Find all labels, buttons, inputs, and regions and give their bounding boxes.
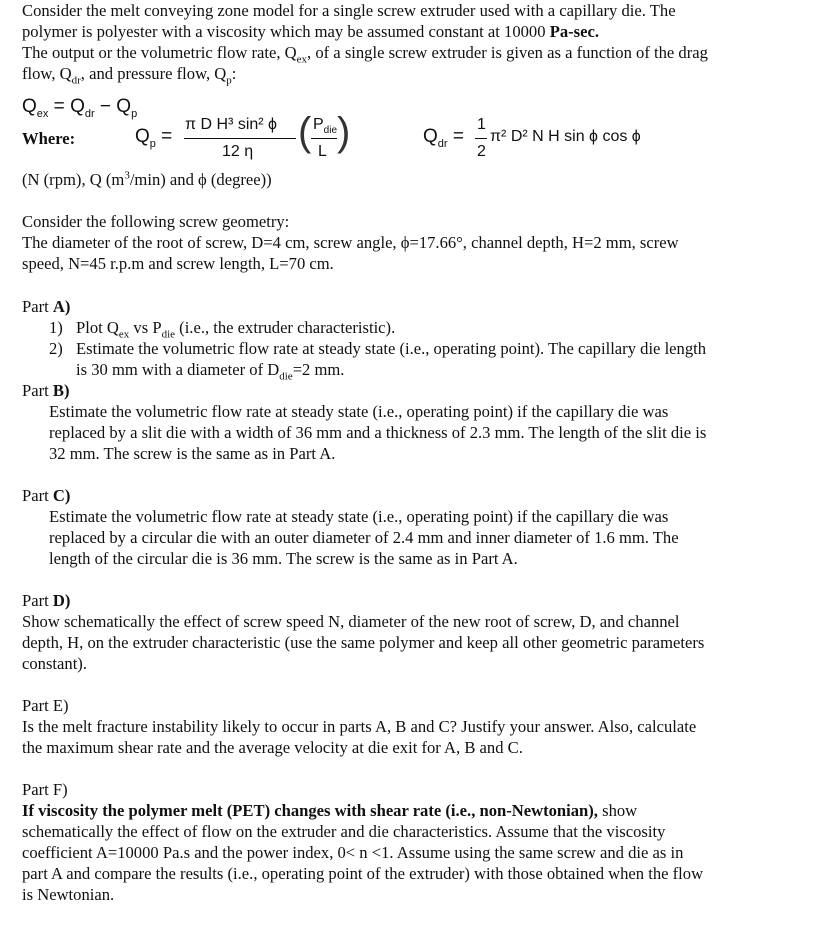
units-pre: (N (rpm), Q (m <box>22 170 125 189</box>
intro-line-3-text: The output or the volumetric flow rate, Q <box>22 43 297 62</box>
q-symbol: Q <box>116 96 132 117</box>
part-f-title: Part F) <box>22 780 68 799</box>
part-d-line-2: depth, H, on the extruder characteristic (use the same polymer and keep all other geometric parameters <box>22 633 705 652</box>
part-e <box>22 695 782 758</box>
part-f-line-4: part A and compare the results (i.e., operating point of the extruder) with those obtained when the flow <box>22 864 704 883</box>
part-c-line-3: length of the circular die is 36 mm. The screw is the same as in Part A. <box>49 549 518 568</box>
intro-line-2 <box>22 21 782 42</box>
where-label: Where: <box>22 129 76 148</box>
intro-line-4 <box>22 63 782 87</box>
part-a-title <box>22 296 782 317</box>
intro-line-4-post: : <box>231 64 237 83</box>
part-e-line-1: Is the melt fracture instability likely to occur in parts A, B and C? Justify your answer. Also, calculate <box>22 717 697 736</box>
part-d-line-1: Show schematically the effect of screw speed N, diameter of the new root of screw, D, and channel <box>22 612 680 631</box>
pdie-numerator <box>313 114 337 135</box>
part-c-title <box>22 485 782 506</box>
qdr-rhs: π² D² N H sin ϕ cos ϕ <box>490 128 641 145</box>
units-line <box>22 169 272 190</box>
qp-subscript: p <box>226 74 232 87</box>
pdie-fraction-bar <box>311 138 337 139</box>
item-1-sub-ex: ex <box>118 328 130 341</box>
part-b-line-2: replaced by a slit die with a width of 36 mm and a thickness of 2.3 mm. The length of the slit die is <box>49 423 707 442</box>
item-2-line-2-pre: is 30 mm with a diameter of D <box>76 360 280 379</box>
part-f-line-2: schematically the effect of flow on the extruder and die characteristics. Assume that the viscosity <box>22 822 666 841</box>
part-f-line-1 <box>22 800 782 821</box>
intro-line-3-post: , of a single screw extruder is given as a function of the drag <box>307 43 708 62</box>
part-c-word: Part <box>22 486 53 505</box>
intro-line-3 <box>22 42 782 66</box>
part-a-item-2 <box>22 338 782 359</box>
part-b-letter: B) <box>52 381 70 400</box>
qp-fraction-bar <box>184 138 296 139</box>
paren-right: ) <box>337 110 351 154</box>
units-sup: 3 <box>124 169 130 182</box>
item-1-post: (i.e., the extruder characteristic). <box>175 318 396 337</box>
part-b <box>22 380 782 464</box>
qp-lhs: $Q_p$ = <box>135 126 173 150</box>
item-1-mid: vs P <box>129 318 162 337</box>
item-1-text <box>76 317 396 341</box>
pdie-denominator: L <box>318 143 327 160</box>
intro-line-4-pre: flow, Q <box>22 64 72 83</box>
part-d-letter: D) <box>52 591 71 610</box>
part-e-title: Part E) <box>22 696 69 715</box>
geometry-line-2: The diameter of the root of screw, D=4 cm, screw angle, ϕ=17.66°, channel depth, H=2 mm, screw <box>22 233 679 252</box>
intro-line-4-mid: , and pressure flow, Q <box>80 64 227 83</box>
part-e-line-2: the maximum shear rate and the average velocity at die exit for A, B and C. <box>22 738 523 757</box>
q-symbol: Q <box>423 126 438 147</box>
geometry-line-1: Consider the following screw geometry: <box>22 212 290 231</box>
pdie-p: P <box>313 116 324 133</box>
part-d-title <box>22 590 782 611</box>
part-b-title <box>22 380 782 401</box>
part-c <box>22 485 782 569</box>
qdr-subscript: dr <box>71 74 81 87</box>
item-2-sub-die: die <box>279 370 293 383</box>
qdr-lhs: $Q_{dr}$ = <box>423 126 464 150</box>
part-a-letter: A) <box>52 297 71 316</box>
part-f-line-1-post: show <box>597 801 638 820</box>
item-2-number: 2) <box>49 339 63 358</box>
intro-paragraph <box>22 0 782 87</box>
part-c-line-2: replaced by a circular die with an outer diameter of 2.4 mm and inner diameter of 1.6 mm. The <box>49 528 679 547</box>
item-1-sub-die: die <box>161 328 176 341</box>
part-a-word: Part <box>22 297 53 316</box>
part-c-letter: C) <box>52 486 71 505</box>
item-1-pre: Plot Q <box>76 318 119 337</box>
half-fraction-bar <box>475 138 487 139</box>
part-d-line-3: constant). <box>22 654 87 673</box>
qex-subscript: ex <box>296 53 308 66</box>
q-symbol: Q <box>135 126 150 147</box>
q-symbol: Q <box>22 96 37 117</box>
part-b-line-1: Estimate the volumetric flow rate at steady state (i.e., operating point) if the capillary die was <box>49 402 669 421</box>
part-a-item-2-cont <box>22 359 782 383</box>
geometry-paragraph <box>22 211 782 274</box>
item-2-line-1: Estimate the volumetric flow rate at steady state (i.e., operating point). The capillary die length <box>76 339 707 358</box>
part-c-line-1: Estimate the volumetric flow rate at steady state (i.e., operating point) if the capillary die was <box>49 507 669 526</box>
qp-numerator: π D H³ sin² ϕ <box>185 116 277 133</box>
part-a-item-1 <box>22 317 782 341</box>
intro-line-2-text: polymer is polyester with a viscosity which may be assumed constant at 10000 <box>22 22 550 41</box>
qp-denominator: 12 η <box>222 143 254 160</box>
q-symbol: Q <box>70 96 85 117</box>
part-b-line-3: 32 mm. The screw is the same as in Part A. <box>49 444 336 463</box>
part-f-line-3: coefficient A=10000 Pa.s and the power index, 0< n <1. Assume using the same screw and die as in <box>22 843 684 862</box>
geometry-line-3: speed, N=45 r.p.m and screw length, L=70 cm. <box>22 254 334 273</box>
viscosity-unit: Pa-sec. <box>549 22 599 41</box>
half-numerator: 1 <box>477 116 486 133</box>
part-f <box>22 779 782 905</box>
half-denominator: 2 <box>477 143 486 160</box>
paren-left: ( <box>298 110 312 154</box>
part-f-bold-text: If viscosity the polymer melt (PET) changes with shear rate (i.e., non-Newtonian), <box>22 801 598 820</box>
part-a <box>22 296 782 383</box>
item-2-line-2-post: =2 mm. <box>292 360 345 379</box>
units-post: /min) and ϕ (degree)) <box>129 170 272 189</box>
pdie-sub: die <box>323 125 338 137</box>
part-f-line-5: is Newtonian. <box>22 885 115 904</box>
part-d <box>22 590 782 674</box>
part-d-word: Part <box>22 591 53 610</box>
intro-line-1: Consider the melt conveying zone model for a single screw extruder used with a capillary die. The <box>22 1 676 20</box>
main-equation: $Q_{ex} = Q_{dr} - Q_p$ <box>22 96 138 120</box>
item-1-number: 1) <box>49 318 63 337</box>
part-b-word: Part <box>22 381 53 400</box>
